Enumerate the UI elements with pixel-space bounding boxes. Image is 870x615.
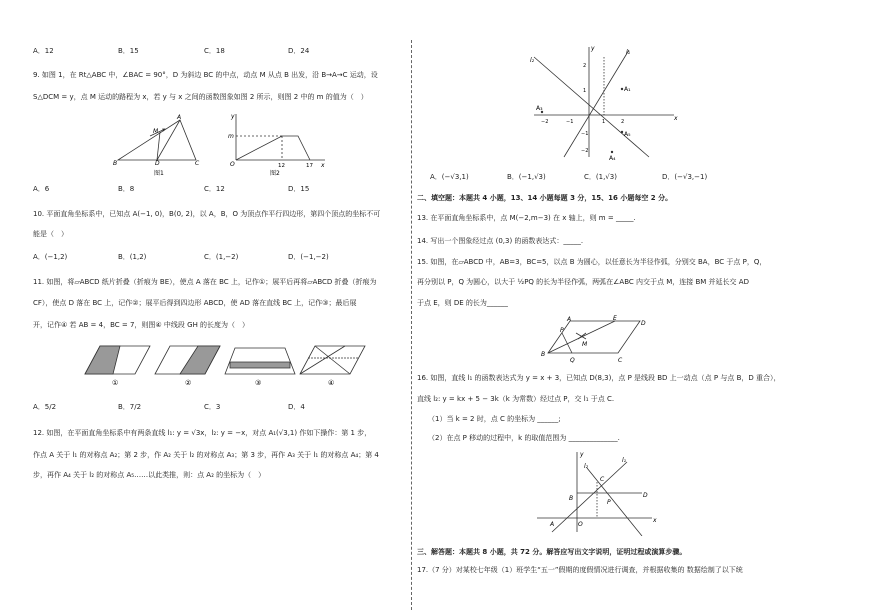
label-a4: A₄ (609, 155, 616, 162)
label-b: B (541, 351, 546, 358)
fig-num-4: ④ (328, 379, 335, 387)
q10-line-1: 10. 平面直角坐标系中，已知点 A(−1, 0)，B(0, 2)，以 A，B，O 为顶点作平行四边形，第四个顶点的坐标不可 (33, 210, 381, 218)
q8-option-c: C．18 (204, 47, 225, 55)
tick-y-neg2: −2 (581, 148, 589, 154)
line-l1 (552, 462, 627, 532)
label-l1: l₁ (626, 49, 631, 56)
q12-line-3: 步，再作 A₄ 关于 l₂ 的对称点 A₅……以此类推，则：点 A₂ 的坐标为（ ） (33, 471, 266, 479)
fig1-caption: 图1 (154, 170, 164, 177)
q11-figure-4 (300, 346, 365, 374)
q10-option-a: A．(−1,2) (33, 253, 68, 261)
q10-option-c: C．(1,−2) (204, 253, 239, 261)
q9-figures (110, 112, 360, 180)
q10-line-2: 能是（ ） (33, 230, 68, 238)
fig-num-2: ② (185, 379, 192, 387)
label-l2: l₂ (530, 57, 535, 64)
q15-figure (540, 315, 670, 365)
label-b: B (569, 495, 574, 502)
q14-text: 14. 写出一个图象经过点 (0,3) 的函数表达式：_____. (417, 237, 584, 245)
label-m-axis: m (228, 133, 234, 140)
q12-option-b: B．(−1,√3) (507, 173, 546, 181)
q15-line-1: 15. 如图，在▱ABCD 中，AB=3，BC=5，以点 B 为圆心，以任意长为半径作弧，分别交 BA，BC 于点 P，Q， (417, 258, 767, 266)
q9-option-a: A．6 (33, 185, 50, 193)
q9-option-b: B．8 (118, 185, 135, 193)
tick-17: 17 (306, 163, 313, 169)
q12-option-c: C．(1,√3) (584, 173, 617, 181)
left-column (0, 0, 410, 615)
label-b: B (113, 160, 118, 167)
label-a3: A₃ (536, 105, 543, 112)
label-x: x (321, 162, 325, 169)
segment-be (548, 321, 615, 353)
q15-line-2: 再分别以 P，Q 为圆心，以大于 ½PQ 的长为半径作弧，两弧在∠ABC 内交于点 M，连接 BM 并延长交 AD (417, 278, 749, 286)
q12-line-1: 12. 如图，在平面直角坐标系中有两条直线 l₁: y = √3x，l₂: y = −x，对点 A₁(√3,1) 作如下操作：第 1 步， (33, 429, 372, 437)
q12-option-a: A．(−√3,1) (430, 173, 469, 181)
q11-figure-3 (225, 348, 295, 374)
label-x: x (653, 517, 657, 524)
triangle-abc (118, 120, 196, 160)
label-e: E (613, 315, 617, 322)
label-c: C (600, 476, 605, 483)
q9-option-c: C．12 (204, 185, 225, 193)
label-o: O (230, 161, 235, 168)
label-c: C (195, 160, 200, 167)
line-l2 (587, 468, 642, 536)
q9-line-1: 9. 如图 1，在 Rt△ABC 中，∠BAC = 90°，D 为斜边 BC 的中点，动点 M 从点 B 出发，沿 B→A→C 运动，设 (33, 71, 378, 79)
section-2-title: 二、填空题：本题共 4 小题，13、14 小题每题 3 分，15、16 小题每空 2 分。 (417, 194, 673, 202)
q11-figure-2 (155, 346, 220, 374)
q8-option-d: D．24 (288, 47, 310, 55)
q8-option-a: A．12 (33, 47, 54, 55)
label-y: y (231, 113, 235, 120)
label-a1: A₁ (624, 86, 631, 93)
q11-figures (80, 338, 380, 388)
q16-sub-2: （2）在点 P 移动的过程中，k 的取值范围为 ______________. (428, 434, 620, 442)
section-3-title: 三、解答题：本题共 8 小题，共 72 分。解答应写出文字说明，证明过程或演算步骤。 (417, 548, 687, 556)
tick-x-2: 2 (621, 119, 625, 125)
label-a: A (177, 114, 182, 121)
line-l1 (564, 50, 629, 157)
q11-option-d: D．4 (288, 403, 305, 411)
line-l2 (534, 57, 649, 157)
q9-figure-2 (236, 114, 325, 160)
parallelogram-abcd (548, 321, 640, 353)
q11-option-c: C．3 (204, 403, 221, 411)
label-d: D (643, 492, 648, 499)
q16-line-2: 直线 l₂: y = kx + 5 − 3k（k 为常数）经过点 P，交 l₁ 于点 C. (417, 395, 615, 403)
label-a: A (567, 316, 572, 323)
fig-num-1: ① (112, 379, 119, 387)
q11-line-1: 11. 如图，将▱ABCD 纸片折叠（折痕为 BE），使点 A 落在 BC 上，记作①；展平后再将▱ABCD 折叠（折痕为 (33, 278, 377, 286)
label-q: Q (570, 357, 575, 364)
tick-x-1: 1 (602, 119, 606, 125)
q11-figure-1 (85, 346, 150, 374)
label-p: P (560, 327, 564, 334)
label-m: M (582, 341, 588, 348)
q16-line-1: 16. 如图，直线 l₁ 的函数表达式为 y = x + 3，已知点 D(8,3)，点 P 是线段 BD 上一动点（点 P 与点 B，D 重合）， (417, 374, 781, 382)
label-p: P (607, 499, 611, 506)
tick-y-2: 2 (583, 63, 587, 69)
label-d: D (155, 160, 160, 167)
fig-num-3: ③ (255, 379, 262, 387)
q16-sub-1: （1）当 k = 2 时，点 C 的坐标为 ______; (428, 415, 561, 423)
tick-y-1: 1 (583, 88, 587, 94)
tick-x-neg1: −1 (566, 119, 574, 125)
label-l2: l₂ (584, 463, 589, 470)
q11-option-a: A．5/2 (33, 403, 57, 411)
label-y: y (591, 45, 595, 52)
fig2-caption: 图2 (270, 170, 280, 177)
right-column (412, 0, 870, 615)
segment-ad (157, 120, 180, 160)
q12-line-2: 作点 A 关于 l₁ 的对称点 A₂；第 2 步，作 A₂ 关于 l₂ 的对称点 A₃；第 3 步，再作 A₃ 关于 l₁ 的对称点 A₄；第 4 (33, 451, 379, 459)
label-x: x (674, 115, 678, 122)
q11-option-b: B．7/2 (118, 403, 142, 411)
label-a: A (550, 521, 555, 528)
q9-option-d: D．15 (288, 185, 310, 193)
label-o: O (578, 521, 583, 528)
q16-figure (532, 448, 662, 536)
q9-line-2: S△DCM = y，点 M 运动的路程为 x，若 y 与 x 之间的函数图象如图 2 所示，则图 2 中的 m 的值为（ ） (33, 93, 368, 101)
q11-line-2: CF），使点 D 落在 BC 上，记作②；展平后得到四边形 ABCD，使 AD 落在直线 BC 上，记作③；最后展 (33, 299, 357, 307)
q15-line-3: 于点 E，则 DE 的长为______ (417, 299, 508, 307)
tick-x-neg2: −2 (541, 119, 549, 125)
label-y: y (580, 451, 584, 458)
q8-option-b: B．15 (118, 47, 139, 55)
q13-text: 13. 在平面直角坐标系中，点 M(−2,m−3) 在 x 轴上，则 m = _____. (417, 214, 636, 222)
q11-line-3: 开，记作④ 若 AB = 4，BC = 7，则图④ 中线段 GH 的长度为（ ） (33, 321, 250, 329)
label-c: C (618, 357, 623, 364)
tick-12: 12 (278, 163, 285, 169)
label-l1: l₁ (622, 457, 627, 464)
label-a5: A₅ (624, 131, 631, 138)
q10-option-d: D．(−1,−2) (288, 253, 329, 261)
graph-line (236, 136, 310, 160)
q10-option-b: B．(1,2) (118, 253, 147, 261)
q9-figure-1 (118, 120, 196, 160)
label-d: D (641, 320, 646, 327)
q12-option-d: D．(−√3,−1) (662, 173, 708, 181)
arc-pq (562, 333, 572, 353)
q17-text: 17.（7 分）对某校七年级（1）班学生“五一”假期的度假情况进行调查，并根据收集的 数据绘制了以下统 (417, 566, 743, 574)
q12-figure (524, 42, 684, 162)
label-m: M (153, 128, 159, 135)
tick-y-neg1: −1 (581, 131, 589, 137)
